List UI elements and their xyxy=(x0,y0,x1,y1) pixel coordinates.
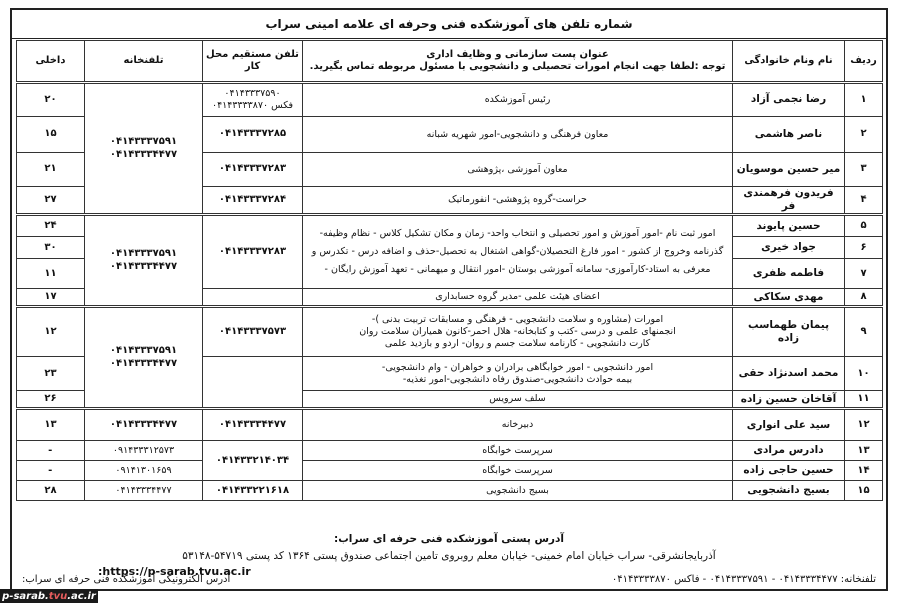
site-watermark: p-sarab. tvu .ac.ir xyxy=(0,589,98,603)
exchange-cell: ۰۴۱۴۳۳۳۷۵۹۱ ۰۴۱۴۳۳۳۴۴۷۷ xyxy=(85,307,203,409)
table-row: - ۰۹۱۴۳۳۳۱۲۵۷۳ ۰۴۱۴۳۳۲۱۴۰۳۴ سرپرست خوابگاه دادرس مرادی ۱۳ xyxy=(17,441,883,461)
table-row: ۲۷ ۰۴۱۴۳۳۳۷۲۸۴ حراست-گروه پژوهشی- انفورماتیک فریدون فرهمندی فر ۴ xyxy=(17,187,883,215)
table-row: - ۰۹۱۴۱۳۰۱۶۵۹ سرپرست خوابگاه حسین حاجی زاده ۱۴ xyxy=(17,461,883,481)
switchboard-phones: تلفنخانه: ۰۴۱۴۳۳۳۴۴۷۷ - ۰۴۱۴۳۳۳۷۵۹۱ - فاکس ۰۴۱۴۳۳۳۳۸۷۰ xyxy=(611,574,876,585)
table-row: ۱۳ ۰۴۱۴۳۳۳۴۴۷۷ ۰۴۱۴۳۳۳۴۴۷۷ دبیرخانه سید علی انواری ۱۲ xyxy=(17,409,883,441)
table-row: ۱۱ فاطمه ظفری ۷ xyxy=(17,259,883,289)
phone-directory-sheet xyxy=(10,8,888,591)
exchange-cell: ۰۴۱۴۳۳۳۷۵۹۱ ۰۴۱۴۳۳۳۴۴۷۷ xyxy=(85,83,203,215)
table-row: ۱۷ اعضای هیئت علمی -مدیر گروه حسابداری مهدی سکاکی ۸ xyxy=(17,289,883,307)
table-row: ۱۵ ۰۴۱۴۳۳۳۷۲۸۵ معاون فرهنگی و دانشجویی-امور شهریه شبانه ناصر هاشمی ۲ xyxy=(17,117,883,153)
phone-directory-table xyxy=(16,40,883,501)
header-direct: تلفن مستقیم محل کار xyxy=(203,41,303,83)
table-row: ۲۸ ۰۴۱۴۳۳۳۴۴۷۷ ۰۴۱۴۳۳۲۲۱۶۱۸ بسیج دانشجویی بسیج دانشجویی ۱۵ xyxy=(17,481,883,501)
header-row: ردیف xyxy=(845,41,883,83)
exchange-cell: ۰۴۱۴۳۳۳۷۵۹۱ ۰۴۱۴۳۳۳۴۴۷۷ xyxy=(85,215,203,307)
address-title: آدرس پستی آموزشکده فنی حرفه ای سراب: xyxy=(334,533,564,545)
table-row: ۲۱ ۰۴۱۴۳۳۳۷۲۸۳ معاون آموزشی ،پژوهشی میر حسین موسویان ۳ xyxy=(17,153,883,187)
document-title: شماره تلفن های آموزشکده فنی وحرفه ای علامه امینی سراب xyxy=(12,10,886,39)
header-title: عنوان پست سازمانی و وظایف اداری توجه :لطفا جهت انجام امورات تحصیلی و دانشجویی با مسئول مربوطه تماس بگیرید. xyxy=(303,41,733,83)
table-row: ۲۳ امور دانشجویی - امور خوابگاهی برادران و خواهران - وام دانشجویی- بیمه حوادث دانشجویی-صندوق رفاه دانشجویی-امور تغذیه- محمد اسدنژاد حقی ۱۰ xyxy=(17,357,883,391)
table-row: ۱۲ ۰۴۱۴۳۳۳۷۵۹۱ ۰۴۱۴۳۳۳۴۴۷۷ ۰۴۱۴۳۳۳۷۵۷۳ امورات (مشاوره و سلامت دانشجویی - فرهنگی و مسابقات تربیت بدنی )- انجمنهای علمی و درسی -کتب و کتابخانه- هلال احمر-کانون همیاران سلامت روان کارت دانشجویی - کارنامه سلامت جسم و روان- اردو و بازدید علمی پیمان طهماسب زاده ۹ xyxy=(17,307,883,357)
header-name: نام ونام خانوادگی xyxy=(733,41,845,83)
table-row: ۲۶ سلف سرویس آقاخان حسین زاده ۱۱ xyxy=(17,391,883,409)
table-row: ۳۰ جواد خیری ۶ xyxy=(17,237,883,259)
table-header-row xyxy=(17,41,883,83)
website-url[interactable]: :https://p-sarab.tvu.ac.ir xyxy=(98,565,251,578)
postal-address-footer xyxy=(12,530,886,590)
header-internal: داخلی xyxy=(17,41,85,83)
table-row: ۲۰ ۰۴۱۴۳۳۳۷۵۹۱ ۰۴۱۴۳۳۳۴۴۷۷ ۰۴۱۴۳۳۳۷۵۹۰ فکس ۰۴۱۴۳۳۳۳۸۷۰ رئیس آموزشکده رضا نجمی آزاد ۱ xyxy=(17,83,883,117)
postal-address: آذربایجانشرقی- سراب خیابان امام خمینی- خیابان معلم روبروی تامین اجتماعی صندوق پستی ۱۳۶۴ کد پستی ۵۴۷۱۹-۵۳۱۴۸ xyxy=(182,550,716,562)
table-row: ۲۴ ۰۴۱۴۳۳۳۷۵۹۱ ۰۴۱۴۳۳۳۴۴۷۷ ۰۴۱۴۳۳۳۷۲۸۳ امور ثبت نام -امور آموزش و امور تحصیلی و انتخاب واحد- زمان و مکان تشکیل کلاس - نظام وظیفه- گذرنامه وخروج از کشور - امور فارغ التحصیلان-گواهی اشتغال به تحصیل-حذف و اضافه درس - تکدرس و معرفی به استاد-کارآموزی- سامانه آموزشی بوستان -امور انتقال و میهمانی - تعهد آموزش رایگان - حسین پایوند ۵ xyxy=(17,215,883,237)
header-exchange: تلفنخانه xyxy=(85,41,203,83)
website-label: آدرس الکترونیکی آموزشکده فنی حرفه ای سراب: xyxy=(22,574,231,585)
